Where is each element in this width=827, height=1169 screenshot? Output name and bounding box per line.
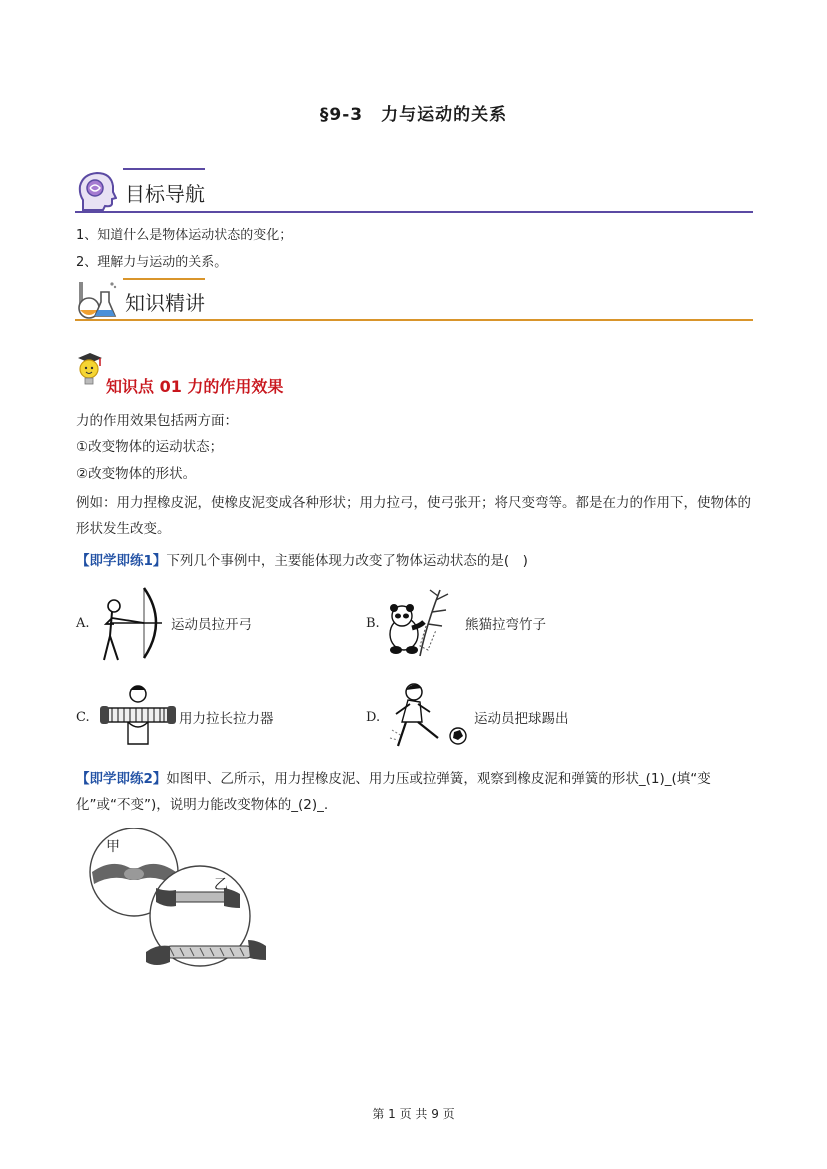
- kp-effect-1: ①改变物体的运动状态；: [76, 439, 224, 455]
- knowledge-point-title: 知识点 01 力的作用效果: [106, 377, 284, 396]
- panda-bamboo-illustration: [386, 586, 462, 658]
- head-brain-icon: [77, 170, 117, 212]
- football-player-illustration: [388, 680, 470, 752]
- exercise-2-tag: 【即学即练2】: [76, 771, 167, 787]
- option-c-letter: C.: [76, 710, 90, 725]
- exercise-1-text: 下列几个事例中，主要能体现力改变了物体运动状态的是( ): [166, 553, 528, 569]
- lightbulb-graduate-icon: [74, 352, 104, 388]
- option-b-label: 熊猫拉弯竹子: [465, 617, 546, 633]
- knowledge-divider: [75, 319, 753, 321]
- flask-icon: [75, 278, 117, 320]
- option-d-label: 运动员把球踢出: [474, 711, 569, 727]
- knowledge-banner: [75, 278, 755, 322]
- goal-banner: [75, 168, 755, 214]
- knowledge-heading: 知识精讲: [125, 291, 205, 315]
- exercise-2-text: 如图甲、乙所示，用力捏橡皮泥、用力压或拉弹簧，观察到橡皮泥和弹簧的形状_(1)_(填“变化”或“不变”)，说明力能改变物体的_(2)_.: [76, 771, 711, 813]
- expander-illustration: [98, 682, 178, 748]
- kp-effect-2: ②改变物体的形状。: [76, 466, 197, 482]
- kp-example: 例如：用力捏橡皮泥，使橡皮泥变成各种形状；用力拉弓，使弓张开；将尺变弯等。都是在力的作用下，使物体的形状发生改变。: [76, 495, 751, 537]
- goal-item: 2、理解力与运动的关系。: [76, 255, 228, 270]
- exercise-1-tag: 【即学即练1】: [76, 553, 167, 569]
- goal-item: 1、知道什么是物体运动状态的变化；: [76, 228, 293, 243]
- exercise-2-question: [76, 766, 756, 818]
- option-a-letter: A.: [76, 616, 90, 631]
- option-d-letter: D.: [366, 710, 381, 725]
- figure-label-jia: 甲: [106, 839, 120, 855]
- goal-heading: 目标导航: [125, 182, 205, 206]
- page-title: §9-3 力与运动的关系: [319, 105, 508, 125]
- kp-intro: 力的作用效果包括两方面：: [76, 413, 238, 429]
- goal-divider: [75, 211, 753, 213]
- archer-illustration: [96, 584, 166, 662]
- page-footer: 第 1 页 共 9 页: [372, 1107, 455, 1121]
- exercise-1-question: [76, 548, 756, 574]
- option-b-letter: B.: [366, 616, 380, 631]
- figure-label-yi: 乙: [214, 877, 228, 893]
- option-a-label: 运动员拉开弓: [171, 617, 252, 633]
- option-c-label: 用力拉长拉力器: [179, 711, 274, 727]
